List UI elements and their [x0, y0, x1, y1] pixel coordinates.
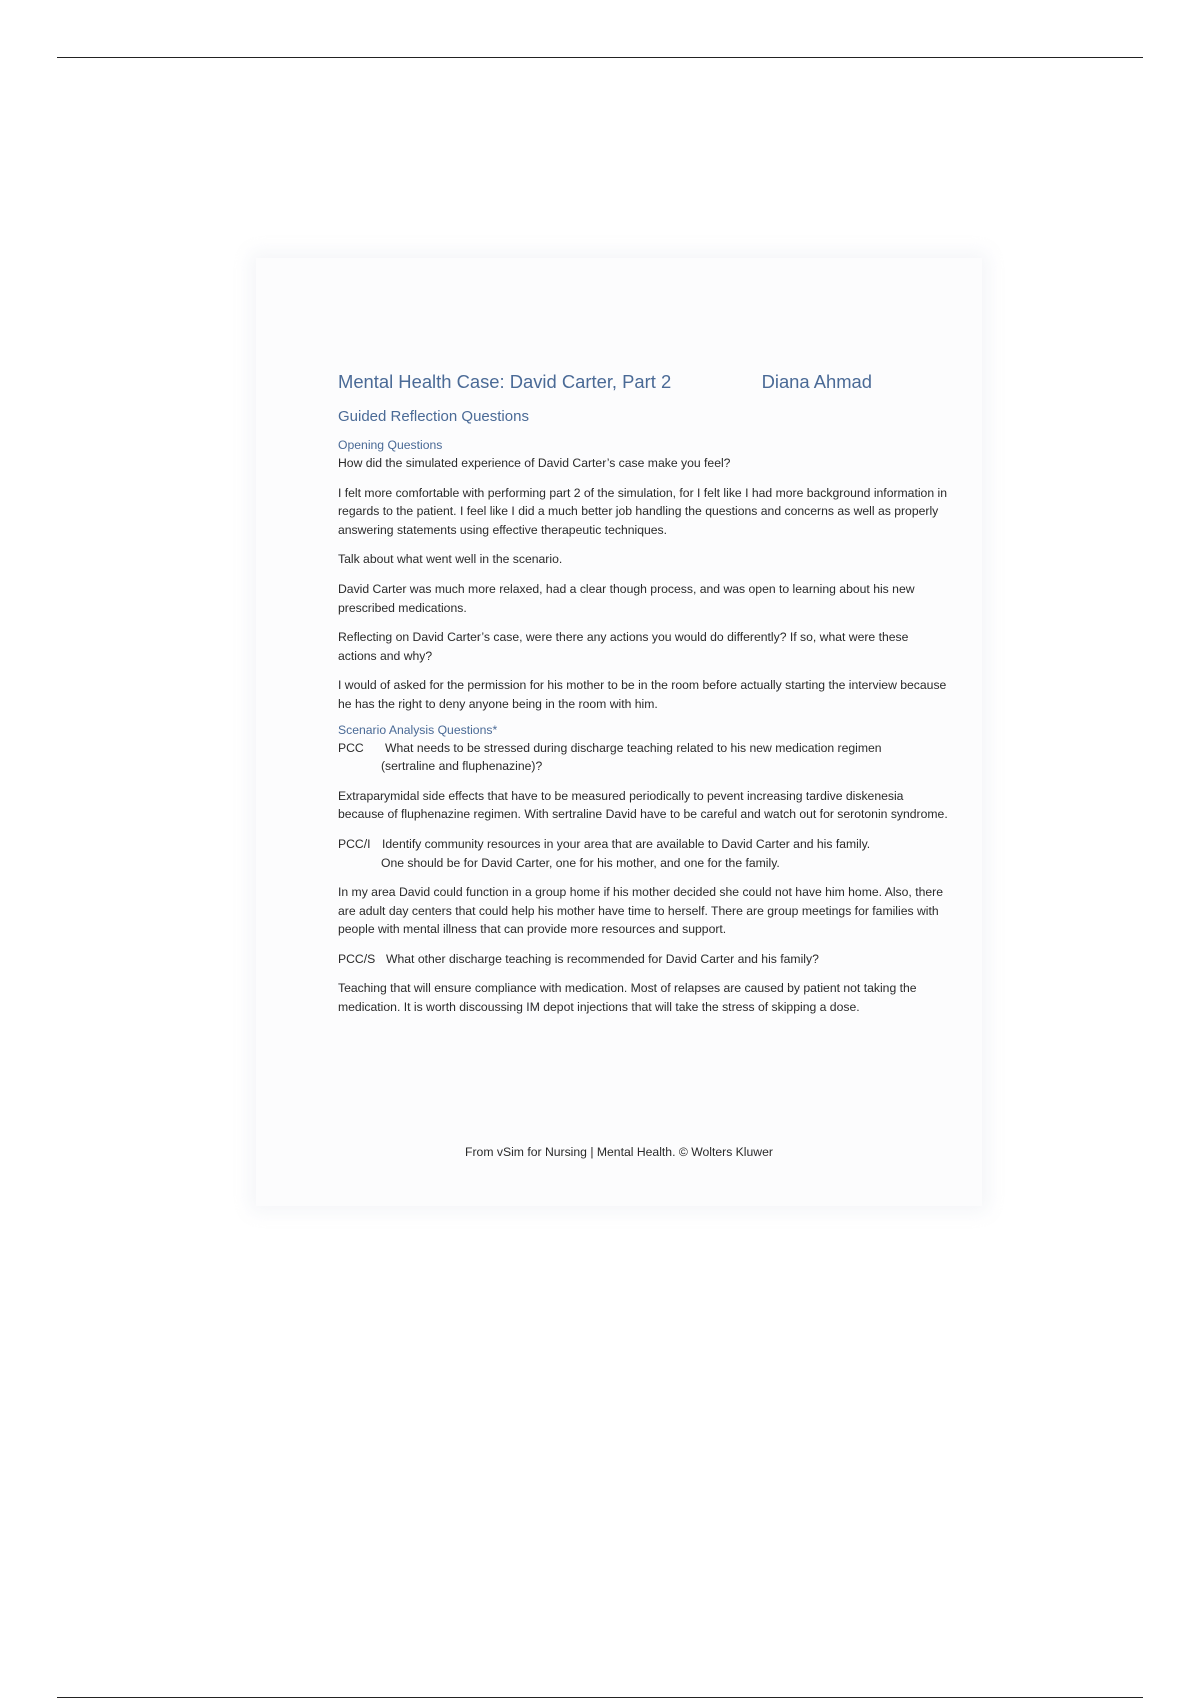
question-code: PCC [338, 740, 364, 755]
answer-4: Extraparymidal side effects that have to be measured periodically to pevent increasing tardive diskenesia because of fluphenazine regimen. With sertraline David have to be careful and watch out for serotonin syndrome. [338, 788, 948, 822]
page-footer: From vSim for Nursing | Mental Health. © Wolters Kluwer [465, 1145, 773, 1159]
question-6 [338, 950, 950, 969]
top-rule [57, 57, 1143, 58]
question-code: PCC/I [338, 836, 371, 851]
question-text: What other discharge teaching is recommended for David Carter and his family? [386, 951, 819, 966]
question-code: PCC/S [338, 951, 376, 966]
document-subtitle: Guided Reflection Questions [338, 408, 529, 425]
answer-1: I felt more comfortable with performing part 2 of the simulation, for I felt like I had more background information in regards to the patient. I feel like I did a much better job handling the questions and concerns as well as properly answering statements using effective therapeutic techniques. [338, 485, 947, 537]
question-1: How did the simulated experience of David Carter’s case make you feel? [338, 456, 731, 470]
answer-5: In my area David could function in a group home if his mother decided she could not have him home. Also, there are adult day centers that could help his mother have time to herself. There are group meetings for families with people with mental illness that can provide more resources and support. [338, 885, 943, 937]
question-text-continued: One should be for David Carter, one for his mother, and one for the family. [381, 855, 780, 870]
answer-3: I would of asked for the permission for his mother to be in the room before actually starting the interview because he has the right to deny anyone being in the room with him. [338, 678, 947, 711]
question-4 [338, 739, 950, 776]
document-body [338, 370, 950, 1017]
question-text: Identify community resources in your area that are available to David Carter and his family. [382, 836, 871, 851]
title-row [338, 370, 872, 394]
opening-questions-heading: Opening Questions [338, 438, 443, 452]
answer-6: Teaching that will ensure compliance with medication. Most of relapses are caused by patient not taking the medication. It is worth discoussing IM depot injections that will take the stress of skipping a dose. [338, 981, 917, 1015]
question-3: Reflecting on David Carter’s case, were there any actions you would do differently? If so, what were these actions and why? [338, 630, 909, 663]
scenario-analysis-heading: Scenario Analysis Questions* [338, 722, 498, 737]
answer-2: David Carter was much more relaxed, had a clear though process, and was open to learning about his new prescribed medications. [338, 581, 915, 615]
question-text: What needs to be stressed during discharge teaching related to his new medication regimen [385, 740, 882, 755]
bottom-rule [57, 1697, 1143, 1698]
question-2: Talk about what went well in the scenario. [338, 552, 563, 567]
document-title: Mental Health Case: David Carter, Part 2 [338, 371, 672, 392]
question-text-continued: (sertraline and fluphenazine)? [381, 759, 543, 774]
author-name: Diana Ahmad [761, 371, 872, 392]
question-5 [338, 835, 950, 872]
